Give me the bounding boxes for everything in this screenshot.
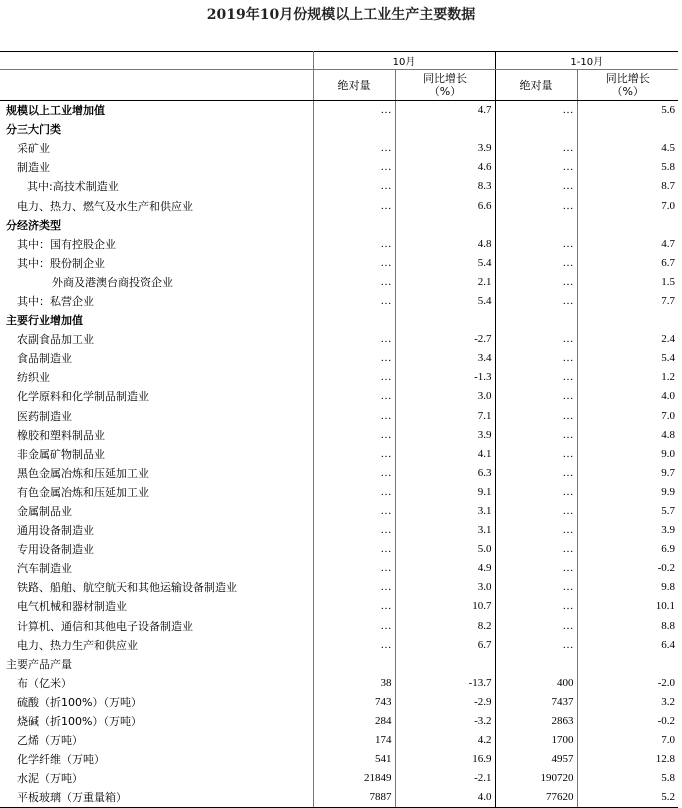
cell-oct-abs: … — [313, 426, 395, 445]
row-label: 外商及港澳台商投资企业 — [0, 273, 313, 292]
cell-oct-yoy: 4.2 — [395, 731, 495, 750]
cell-ytd-yoy — [577, 120, 678, 139]
cell-ytd-yoy: 7.0 — [661, 734, 676, 747]
row-label: 布（亿米） — [0, 674, 313, 693]
cell-oct-abs: 7887 — [313, 788, 395, 808]
table-row — [0, 750, 678, 769]
cell-ytd-yoy — [577, 311, 678, 330]
cell-oct-abs: … — [313, 273, 395, 292]
cell-ytd-abs: … — [495, 617, 577, 636]
table-row — [0, 464, 678, 483]
table-row — [0, 712, 678, 731]
cell-ytd-yoy: 6.9 — [661, 543, 676, 556]
cell-ytd-yoy: 2.4 — [661, 333, 676, 346]
row-label: 农副食品加工业 — [0, 330, 313, 349]
cell-ytd-abs: … — [495, 636, 577, 655]
table-row — [0, 617, 678, 636]
row-label: 分三大门类 — [0, 120, 313, 139]
table-row — [0, 273, 678, 292]
cell-oct-yoy: -2.7 — [395, 330, 495, 349]
cell-oct-abs: … — [313, 445, 395, 464]
header-yoy-text: 同比增长 — [423, 72, 467, 85]
table-row — [0, 769, 678, 788]
cell-oct-yoy — [395, 216, 495, 235]
cell-oct-abs: … — [313, 559, 395, 578]
cell-oct-yoy: 5.4 — [395, 292, 495, 311]
cell-ytd-yoy — [577, 216, 678, 235]
table-row — [0, 788, 678, 808]
table-row — [0, 311, 678, 330]
cell-oct-yoy: 4.1 — [395, 445, 495, 464]
cell-oct-abs: … — [313, 177, 395, 196]
table-row — [0, 693, 678, 712]
cell-oct-yoy: 6.6 — [395, 196, 495, 215]
cell-ytd-yoy: -0.2 — [657, 715, 676, 728]
row-label: 专用设备制造业 — [0, 540, 313, 559]
cell-ytd-yoy: 8.7 — [661, 180, 676, 193]
header-group-jan-oct: 1-10月 — [495, 52, 678, 70]
cell-ytd-yoy: 5.7 — [661, 505, 676, 518]
row-label: 主要产品产量 — [0, 655, 313, 674]
cell-oct-abs: … — [313, 521, 395, 540]
row-label: 主要行业增加值 — [0, 311, 313, 330]
cell-oct-yoy: 7.1 — [395, 407, 495, 426]
cell-ytd-abs: … — [495, 139, 577, 158]
cell-oct-yoy — [395, 311, 495, 330]
row-label: 乙烯（万吨） — [0, 731, 313, 750]
cell-oct-abs: 284 — [313, 712, 395, 731]
cell-ytd-yoy: 4.5 — [661, 142, 676, 155]
table-row — [0, 177, 678, 196]
cell-oct-abs: … — [313, 101, 395, 121]
cell-ytd-yoy: 4.8 — [661, 428, 676, 441]
cell-ytd-yoy: 6.4 — [661, 638, 676, 651]
cell-ytd-abs: 190720 — [495, 769, 577, 788]
header-label-cell — [0, 70, 313, 101]
header-oct-yoy — [395, 70, 495, 101]
cell-oct-abs: 743 — [313, 693, 395, 712]
table-row — [0, 330, 678, 349]
cell-oct-yoy: 3.0 — [395, 387, 495, 406]
cell-ytd-abs: 1700 — [495, 731, 577, 750]
table-row — [0, 139, 678, 158]
cell-ytd-yoy: 12.8 — [655, 753, 676, 766]
cell-ytd-yoy: 3.9 — [661, 524, 676, 537]
row-label: 采矿业 — [0, 139, 313, 158]
table-row — [0, 235, 678, 254]
cell-oct-abs: … — [313, 502, 395, 521]
cell-oct-abs — [313, 120, 395, 139]
cell-ytd-yoy: 5.2 — [577, 788, 678, 808]
table-row — [0, 674, 678, 693]
cell-oct-abs: … — [313, 617, 395, 636]
cell-oct-yoy: 9.1 — [395, 483, 495, 502]
cell-oct-yoy: 2.1 — [395, 273, 495, 292]
cell-oct-yoy: 4.9 — [395, 559, 495, 578]
cell-ytd-abs: … — [495, 464, 577, 483]
table-row — [0, 731, 678, 750]
cell-oct-yoy: 16.9 — [395, 750, 495, 769]
cell-ytd-yoy — [577, 655, 678, 674]
cell-ytd-abs — [495, 311, 577, 330]
cell-oct-yoy: 3.1 — [395, 521, 495, 540]
table-row — [0, 521, 678, 540]
header-group-october: 10月 — [313, 52, 495, 70]
cell-oct-abs: … — [313, 578, 395, 597]
cell-ytd-abs: … — [495, 559, 577, 578]
cell-oct-yoy: 8.2 — [395, 617, 495, 636]
cell-oct-yoy: 3.1 — [395, 502, 495, 521]
cell-ytd-yoy: 7.7 — [661, 294, 676, 307]
cell-oct-yoy: -3.2 — [395, 712, 495, 731]
row-label: 橡胶和塑料制品业 — [0, 426, 313, 445]
cell-ytd-abs: … — [495, 273, 577, 292]
cell-oct-yoy: 5.0 — [395, 540, 495, 559]
cell-oct-abs: … — [313, 540, 395, 559]
cell-ytd-yoy: 10.1 — [655, 600, 676, 613]
row-label: 制造业 — [0, 158, 313, 177]
row-label: 铁路、船舶、航空航天和其他运输设备制造业 — [0, 578, 313, 597]
row-label: 化学原料和化学制品制造业 — [0, 387, 313, 406]
cell-ytd-yoy: 4.0 — [661, 390, 676, 403]
cell-ytd-abs: … — [495, 158, 577, 177]
table-row — [0, 101, 678, 121]
cell-ytd-abs: … — [495, 177, 577, 196]
table-row — [0, 349, 678, 368]
row-label: 计算机、通信和其他电子设备制造业 — [0, 617, 313, 636]
cell-ytd-abs: … — [495, 368, 577, 387]
cell-ytd-abs: … — [495, 407, 577, 426]
page-title: 2019年10月份规模以上工业生产主要数据 — [206, 7, 476, 23]
cell-ytd-abs: … — [495, 426, 577, 445]
row-label: 食品制造业 — [0, 349, 313, 368]
row-label: 非金属矿物制品业 — [0, 445, 313, 464]
cell-oct-yoy: 6.3 — [395, 464, 495, 483]
cell-oct-abs: … — [313, 368, 395, 387]
cell-ytd-yoy: 9.7 — [661, 466, 676, 479]
cell-ytd-yoy: 5.8 — [661, 161, 676, 174]
header-ytd-yoy — [577, 70, 678, 101]
cell-ytd-abs: 7437 — [495, 693, 577, 712]
row-label: 电力、热力生产和供应业 — [0, 636, 313, 655]
row-label: 规模以上工业增加值 — [0, 101, 313, 121]
row-label: 黑色金属冶炼和压延加工业 — [0, 464, 313, 483]
cell-ytd-yoy: 8.8 — [661, 619, 676, 632]
row-label: 化学纤维（万吨） — [0, 750, 313, 769]
row-label: 烧碱（折100%）（万吨） — [0, 712, 313, 731]
row-label: 医药制造业 — [0, 407, 313, 426]
table-row — [0, 120, 678, 139]
cell-oct-abs — [313, 311, 395, 330]
cell-ytd-yoy: 9.9 — [661, 485, 676, 498]
row-label: 有色金属冶炼和压延加工业 — [0, 483, 313, 502]
cell-oct-yoy: 4.6 — [395, 158, 495, 177]
table-row — [0, 158, 678, 177]
row-label: 电力、热力、燃气及水生产和供应业 — [0, 196, 313, 215]
cell-ytd-abs: … — [495, 521, 577, 540]
cell-ytd-abs: … — [495, 292, 577, 311]
cell-oct-abs: 38 — [313, 674, 395, 693]
table-body — [0, 101, 678, 808]
cell-oct-abs: … — [313, 387, 395, 406]
table-row — [0, 597, 678, 616]
row-label: 通用设备制造业 — [0, 521, 313, 540]
cell-ytd-yoy: 5.6 — [661, 104, 676, 117]
cell-oct-abs: 541 — [313, 750, 395, 769]
table-row — [0, 502, 678, 521]
cell-oct-abs: … — [313, 349, 395, 368]
table-header — [0, 52, 678, 101]
cell-oct-abs: 21849 — [313, 769, 395, 788]
cell-ytd-abs: … — [495, 330, 577, 349]
cell-ytd-yoy: -0.2 — [657, 562, 676, 575]
table-row — [0, 559, 678, 578]
cell-ytd-yoy: -2.0 — [657, 676, 676, 689]
cell-oct-abs: … — [313, 292, 395, 311]
cell-ytd-yoy: 6.7 — [661, 256, 676, 269]
cell-oct-abs: … — [313, 407, 395, 426]
cell-oct-yoy: 8.3 — [395, 177, 495, 196]
cell-ytd-yoy: 1.2 — [661, 371, 676, 384]
table-row — [0, 387, 678, 406]
cell-ytd-abs: 400 — [495, 674, 577, 693]
row-label: 汽车制造业 — [0, 559, 313, 578]
table-row — [0, 540, 678, 559]
row-label: 电气机械和器材制造业 — [0, 597, 313, 616]
cell-oct-yoy: 4.0 — [395, 788, 495, 808]
row-label: 硫酸（折100%）（万吨） — [0, 693, 313, 712]
table-row — [0, 578, 678, 597]
cell-oct-abs: … — [313, 196, 395, 215]
cell-oct-abs: … — [313, 235, 395, 254]
cell-oct-abs: … — [313, 483, 395, 502]
cell-oct-yoy — [395, 655, 495, 674]
cell-ytd-abs: … — [495, 483, 577, 502]
cell-oct-abs: … — [313, 636, 395, 655]
header-ytd-abs: 绝对量 — [495, 70, 577, 101]
cell-ytd-yoy: 4.7 — [661, 237, 676, 250]
cell-ytd-abs: … — [495, 540, 577, 559]
cell-oct-yoy — [395, 120, 495, 139]
table-row — [0, 655, 678, 674]
cell-ytd-abs: … — [495, 101, 577, 121]
row-label: 平板玻璃（万重量箱） — [0, 788, 313, 808]
cell-oct-abs — [313, 216, 395, 235]
cell-ytd-abs: … — [495, 387, 577, 406]
table-row — [0, 216, 678, 235]
cell-ytd-yoy: 9.0 — [661, 447, 676, 460]
cell-oct-abs: … — [313, 139, 395, 158]
cell-oct-yoy: 5.4 — [395, 254, 495, 273]
cell-oct-yoy: 4.8 — [395, 235, 495, 254]
cell-ytd-abs: … — [495, 578, 577, 597]
cell-ytd-abs: … — [495, 597, 577, 616]
header-blank-cell — [0, 52, 313, 70]
cell-oct-abs: … — [313, 330, 395, 349]
header-yoy-unit: （%） — [428, 85, 462, 98]
row-label: 分经济类型 — [0, 216, 313, 235]
cell-ytd-abs: … — [495, 349, 577, 368]
cell-oct-yoy: 3.9 — [395, 426, 495, 445]
cell-oct-yoy: 10.7 — [395, 597, 495, 616]
cell-ytd-yoy: 7.0 — [661, 199, 676, 212]
cell-oct-abs: … — [313, 254, 395, 273]
row-label: 其中：国有控股企业 — [0, 235, 313, 254]
cell-ytd-yoy: 3.2 — [661, 695, 676, 708]
cell-ytd-abs: … — [495, 445, 577, 464]
cell-ytd-abs — [495, 216, 577, 235]
cell-ytd-abs: 2863 — [495, 712, 577, 731]
cell-ytd-abs: … — [495, 196, 577, 215]
table-row — [0, 483, 678, 502]
cell-oct-yoy: 3.9 — [395, 139, 495, 158]
row-label: 金属制品业 — [0, 502, 313, 521]
header-yoy-text: 同比增长 — [605, 72, 650, 85]
table-row — [0, 368, 678, 387]
table-row — [0, 407, 678, 426]
cell-oct-yoy: -1.3 — [395, 368, 495, 387]
cell-ytd-yoy: 7.0 — [661, 409, 676, 422]
header-oct-abs: 绝对量 — [313, 70, 395, 101]
table-row — [0, 292, 678, 311]
cell-oct-abs: … — [313, 158, 395, 177]
cell-ytd-abs: … — [495, 235, 577, 254]
cell-oct-abs: … — [313, 464, 395, 483]
table-row — [0, 636, 678, 655]
row-label: 其中:高技术制造业 — [0, 177, 313, 196]
cell-oct-yoy: -2.1 — [395, 769, 495, 788]
cell-ytd-yoy: 1.5 — [661, 275, 676, 288]
cell-oct-abs — [313, 655, 395, 674]
cell-oct-abs: 174 — [313, 731, 395, 750]
header-yoy-unit: （%） — [611, 85, 644, 98]
cell-oct-yoy: 3.0 — [395, 578, 495, 597]
cell-ytd-yoy: 5.8 — [661, 772, 676, 785]
cell-oct-yoy: 3.4 — [395, 349, 495, 368]
cell-ytd-abs: … — [495, 254, 577, 273]
cell-ytd-yoy: 9.8 — [661, 581, 676, 594]
table-row — [0, 196, 678, 215]
row-label: 水泥（万吨） — [0, 769, 313, 788]
cell-ytd-yoy: 5.4 — [661, 352, 676, 365]
row-label: 其中：股份制企业 — [0, 254, 313, 273]
cell-oct-abs: … — [313, 597, 395, 616]
cell-ytd-abs: … — [495, 502, 577, 521]
cell-ytd-abs: 4957 — [495, 750, 577, 769]
table-row — [0, 445, 678, 464]
row-label: 纺织业 — [0, 368, 313, 387]
row-label: 其中：私营企业 — [0, 292, 313, 311]
cell-oct-yoy: 4.7 — [395, 101, 495, 121]
cell-oct-yoy: -2.9 — [395, 693, 495, 712]
table-row — [0, 426, 678, 445]
cell-ytd-abs — [495, 120, 577, 139]
industrial-data-table — [0, 51, 678, 808]
cell-oct-yoy: -13.7 — [395, 674, 495, 693]
table-row — [0, 254, 678, 273]
cell-oct-yoy: 6.7 — [395, 636, 495, 655]
cell-ytd-abs: 77620 — [495, 788, 577, 808]
cell-ytd-abs — [495, 655, 577, 674]
